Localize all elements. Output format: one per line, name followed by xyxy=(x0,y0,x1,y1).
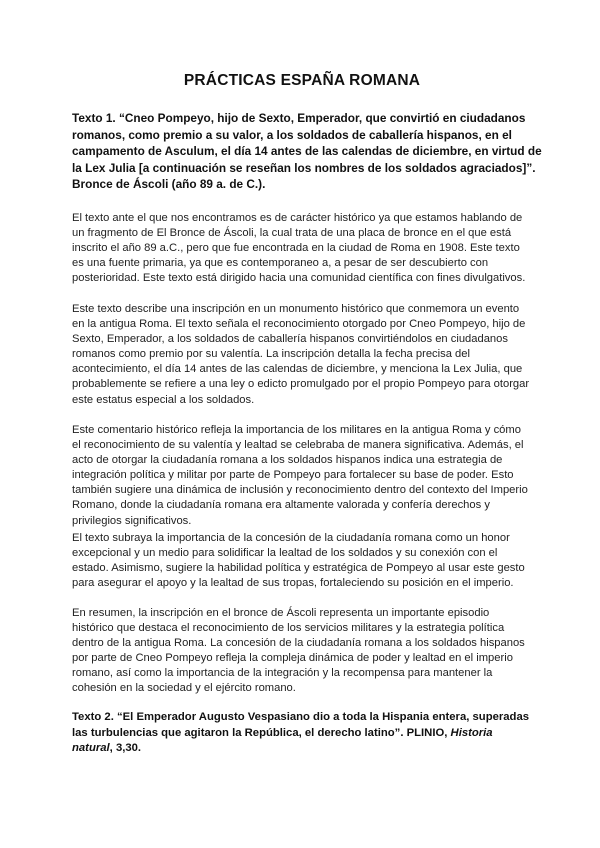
paragraph-line: Romano, donde la ciudadanía romana era altamente valorada y confería derechos y xyxy=(72,499,490,512)
paragraph-line: acontecimiento, el día 14 antes de las calendas de diciembre, y menciona la Lex Julia, que xyxy=(72,363,523,376)
paragraph-line: excepcional y un medio para solidificar la lealtad de los soldados y su conexión con el xyxy=(72,547,498,560)
paragraph-line: probablemente se refiere a una ley o edicto promulgado por el propio Pompeyo para otorgar xyxy=(72,378,530,391)
paragraph-line: un fragmento de El Bronce de Áscoli, la cual trata de una placa de bronce en el que está xyxy=(72,227,512,240)
paragraph-summary xyxy=(72,606,534,697)
paragraph-emphasis xyxy=(72,531,534,591)
paragraph-line: estado. Asimismo, sugiere la habilidad política y estratégica de Pompeyo al usar este gesto xyxy=(72,562,525,575)
paragraph-line: privilegios significativos. xyxy=(72,514,192,527)
paragraph-line: acto de otorgar la ciudadanía romana a los soldados hispanos indica una estrategia de xyxy=(72,454,503,467)
texto2-line xyxy=(72,741,534,757)
texto2-quote xyxy=(72,710,534,757)
texto1-line: Bronce de Áscoli (año 89 a. de C.). xyxy=(72,177,266,192)
paragraph-line: Sexto, Emperador, a los soldados de caballería hispanos convirtiéndolos en ciudadanos xyxy=(72,333,508,346)
paragraph-line: dentro de la antigua Roma. La concesión de la ciudadanía romana a los soldados hispanos xyxy=(72,637,525,650)
texto1-line: campamento de Asculum, el día 14 antes de las calendas de diciembre, en virtud de xyxy=(72,144,542,159)
texto1-line: Texto 1. “Cneo Pompeyo, hijo de Sexto, Emperador, que convirtió en ciudadanos xyxy=(72,111,526,125)
paragraph-description xyxy=(72,302,534,408)
texto1-line: romanos, como premio a su valor, a los soldados de caballería hispanos, en el xyxy=(72,127,512,142)
paragraph-line: Este comentario histórico refleja la importancia de los militares en la antigua Roma y cómo xyxy=(72,424,521,436)
texto2-citation: , 3,30. xyxy=(109,742,142,755)
paragraph-line: histórico que destaca el reconocimiento de los servicios militares y la estrategia política xyxy=(72,622,505,635)
paragraph-line: también sugiere una dinámica de inclusión y reconocimiento dentro del contexto del Imperio xyxy=(72,484,528,497)
texto1-line: la Lex Julia [a continuación se reseñan los nombres de los soldados agraciados]”. xyxy=(72,160,536,175)
texto2-source-title: natural xyxy=(72,742,110,755)
paragraph-line: es una fuente primaria, ya que es contemporaneo a, a pesar de ser descubierto con xyxy=(72,257,489,270)
paragraph-line: El texto ante el que nos encontramos es de carácter histórico ya que estamos hablando de xyxy=(72,212,523,224)
paragraph-line: posterioridad. Este texto está dirigido hacia una comunidad científica con fines divulgativos. xyxy=(72,272,526,285)
paragraph-line: este estatus especial a los soldados. xyxy=(72,393,255,406)
paragraph-line: El texto subraya la importancia de la concesión de la ciudadanía romana como un honor xyxy=(72,532,510,544)
paragraph-context xyxy=(72,211,534,286)
paragraph-line: por parte de Cneo Pompeyo refleja la compleja dinámica de poder y lealtad en el imperio xyxy=(72,652,513,665)
paragraph-line: romano, así como la importancia de la integración y la recompensa para mantener la xyxy=(72,667,493,680)
paragraph-line: En resumen, la inscripción en el bronce de Áscoli representa un importante episodio xyxy=(72,607,490,619)
texto2-line: Texto 2. “El Emperador Augusto Vespasiano dio a toda la Hispania entera, superadas xyxy=(72,711,530,723)
paragraph-line: para asegurar el apoyo y la lealtad de sus tropas, fortaleciendo su posición en el imperio. xyxy=(72,577,514,590)
texto1-quote xyxy=(72,110,542,193)
paragraph-line: el reconocimiento de su valentía y lealtad se celebraba de manera significativa. Además, el xyxy=(72,439,524,452)
paragraph-line: inscrito el año 89 a.C., pero que fue encontrada en la ciudad de Roma en 1908. Este texto xyxy=(72,242,520,255)
texto2-text: las turbulencias que agitaron la República, el derecho latino”. PLINIO, xyxy=(72,726,451,739)
texto2-line xyxy=(72,726,534,742)
paragraph-line: en la antigua Roma. El texto señala el reconocimiento otorgado por Cneo Pompeyo, hijo de xyxy=(72,318,526,331)
texto2-source-title: Historia xyxy=(450,726,493,739)
paragraph-line: integración política y militar por parte de Pompeyo para fortalecer su base de poder. Esto xyxy=(72,469,514,482)
paragraph-line: Este texto describe una inscripción en un monumento histórico que conmemora un evento xyxy=(72,303,520,315)
paragraph-line: romanos como premio por su valentía. La inscripción detalla la fecha precisa del xyxy=(72,348,470,361)
paragraph-line: cohesión en la sociedad y el ejército romano. xyxy=(72,682,296,695)
document-title: PRÁCTICAS ESPAÑA ROMANA xyxy=(183,72,421,89)
paragraph-commentary xyxy=(72,423,534,529)
